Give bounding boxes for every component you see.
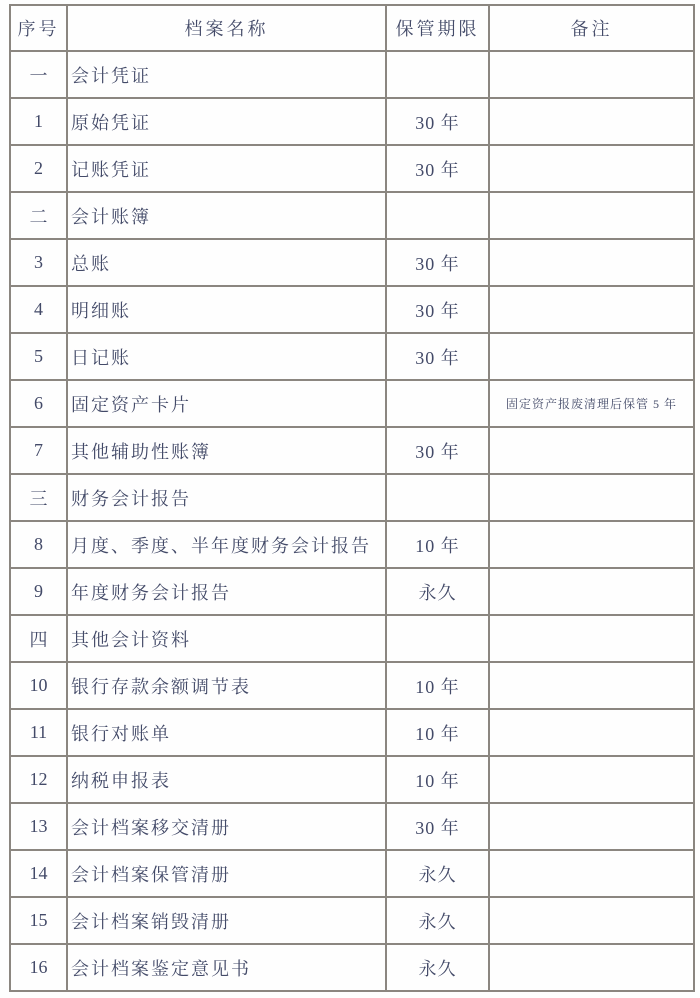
note-cell bbox=[489, 286, 694, 333]
retention-period-cell: 永久 bbox=[386, 850, 489, 897]
note-cell bbox=[489, 521, 694, 568]
retention-period-cell: 10 年 bbox=[386, 662, 489, 709]
note-cell bbox=[489, 709, 694, 756]
retention-period-cell: 永久 bbox=[386, 944, 489, 991]
archive-name-cell: 会计账簿 bbox=[67, 192, 386, 239]
header-row bbox=[10, 5, 694, 51]
archive-name-cell: 银行对账单 bbox=[67, 709, 386, 756]
header-note: 备注 bbox=[489, 5, 694, 51]
note-cell bbox=[489, 98, 694, 145]
table-row bbox=[10, 333, 694, 380]
retention-period-cell: 30 年 bbox=[386, 803, 489, 850]
archive-name-cell: 月度、季度、半年度财务会计报告 bbox=[67, 521, 386, 568]
retention-period-cell: 永久 bbox=[386, 568, 489, 615]
row-index-cell: 12 bbox=[10, 756, 67, 803]
table-row bbox=[10, 239, 694, 286]
table-row bbox=[10, 51, 694, 98]
row-index-cell: 二 bbox=[10, 192, 67, 239]
note-cell bbox=[489, 662, 694, 709]
note-cell bbox=[489, 615, 694, 662]
archive-name-cell: 纳税申报表 bbox=[67, 756, 386, 803]
table-row bbox=[10, 709, 694, 756]
row-index-cell: 10 bbox=[10, 662, 67, 709]
row-index-cell: 四 bbox=[10, 615, 67, 662]
row-index-cell: 5 bbox=[10, 333, 67, 380]
row-index-cell: 9 bbox=[10, 568, 67, 615]
table-row bbox=[10, 944, 694, 991]
archive-name-cell: 会计档案移交清册 bbox=[67, 803, 386, 850]
archive-name-cell: 原始凭证 bbox=[67, 98, 386, 145]
table-row bbox=[10, 380, 694, 427]
header-index: 序号 bbox=[10, 5, 67, 51]
table-row bbox=[10, 615, 694, 662]
retention-period-cell: 30 年 bbox=[386, 98, 489, 145]
table-row bbox=[10, 286, 694, 333]
retention-period-cell: 30 年 bbox=[386, 239, 489, 286]
note-cell bbox=[489, 145, 694, 192]
archive-name-cell: 记账凭证 bbox=[67, 145, 386, 192]
table-row bbox=[10, 850, 694, 897]
table-row bbox=[10, 427, 694, 474]
archive-retention-table bbox=[9, 4, 695, 992]
retention-period-cell bbox=[386, 380, 489, 427]
retention-period-cell: 30 年 bbox=[386, 427, 489, 474]
note-cell bbox=[489, 427, 694, 474]
table-row bbox=[10, 897, 694, 944]
row-index-cell: 16 bbox=[10, 944, 67, 991]
table-row bbox=[10, 145, 694, 192]
archive-name-cell: 总账 bbox=[67, 239, 386, 286]
table-row bbox=[10, 192, 694, 239]
note-cell bbox=[489, 803, 694, 850]
retention-period-cell: 30 年 bbox=[386, 333, 489, 380]
retention-period-cell bbox=[386, 615, 489, 662]
table-header bbox=[10, 5, 694, 51]
table-row bbox=[10, 521, 694, 568]
retention-period-cell: 永久 bbox=[386, 897, 489, 944]
row-index-cell: 4 bbox=[10, 286, 67, 333]
row-index-cell: 14 bbox=[10, 850, 67, 897]
archive-name-cell: 会计档案保管清册 bbox=[67, 850, 386, 897]
retention-period-cell: 30 年 bbox=[386, 145, 489, 192]
table-row bbox=[10, 803, 694, 850]
row-index-cell: 6 bbox=[10, 380, 67, 427]
archive-name-cell: 年度财务会计报告 bbox=[67, 568, 386, 615]
header-name: 档案名称 bbox=[67, 5, 386, 51]
table-body bbox=[10, 51, 694, 991]
note-cell bbox=[489, 333, 694, 380]
note-cell bbox=[489, 192, 694, 239]
row-index-cell: 8 bbox=[10, 521, 67, 568]
retention-period-cell bbox=[386, 51, 489, 98]
archive-name-cell: 银行存款余额调节表 bbox=[67, 662, 386, 709]
header-period: 保管期限 bbox=[386, 5, 489, 51]
row-index-cell: 7 bbox=[10, 427, 67, 474]
table-row bbox=[10, 662, 694, 709]
archive-name-cell: 日记账 bbox=[67, 333, 386, 380]
archive-name-cell: 财务会计报告 bbox=[67, 474, 386, 521]
archive-name-cell: 其他会计资料 bbox=[67, 615, 386, 662]
row-index-cell: 13 bbox=[10, 803, 67, 850]
archive-name-cell: 明细账 bbox=[67, 286, 386, 333]
table-row bbox=[10, 98, 694, 145]
row-index-cell: 三 bbox=[10, 474, 67, 521]
retention-period-cell bbox=[386, 474, 489, 521]
row-index-cell: 2 bbox=[10, 145, 67, 192]
archive-name-cell: 会计凭证 bbox=[67, 51, 386, 98]
row-index-cell: 一 bbox=[10, 51, 67, 98]
note-cell bbox=[489, 568, 694, 615]
note-cell bbox=[489, 756, 694, 803]
archive-name-cell: 其他辅助性账簿 bbox=[67, 427, 386, 474]
retention-period-cell: 10 年 bbox=[386, 521, 489, 568]
retention-period-cell bbox=[386, 192, 489, 239]
archive-name-cell: 固定资产卡片 bbox=[67, 380, 386, 427]
retention-period-cell: 30 年 bbox=[386, 286, 489, 333]
retention-period-cell: 10 年 bbox=[386, 756, 489, 803]
note-cell bbox=[489, 897, 694, 944]
note-cell bbox=[489, 850, 694, 897]
table-row bbox=[10, 756, 694, 803]
row-index-cell: 15 bbox=[10, 897, 67, 944]
archive-name-cell: 会计档案销毁清册 bbox=[67, 897, 386, 944]
note-cell bbox=[489, 474, 694, 521]
row-index-cell: 11 bbox=[10, 709, 67, 756]
note-cell: 固定资产报废清理后保管 5 年 bbox=[489, 380, 694, 427]
row-index-cell: 3 bbox=[10, 239, 67, 286]
table-row bbox=[10, 474, 694, 521]
note-cell bbox=[489, 51, 694, 98]
archive-name-cell: 会计档案鉴定意见书 bbox=[67, 944, 386, 991]
note-cell bbox=[489, 944, 694, 991]
retention-period-cell: 10 年 bbox=[386, 709, 489, 756]
row-index-cell: 1 bbox=[10, 98, 67, 145]
table-row bbox=[10, 568, 694, 615]
note-cell bbox=[489, 239, 694, 286]
